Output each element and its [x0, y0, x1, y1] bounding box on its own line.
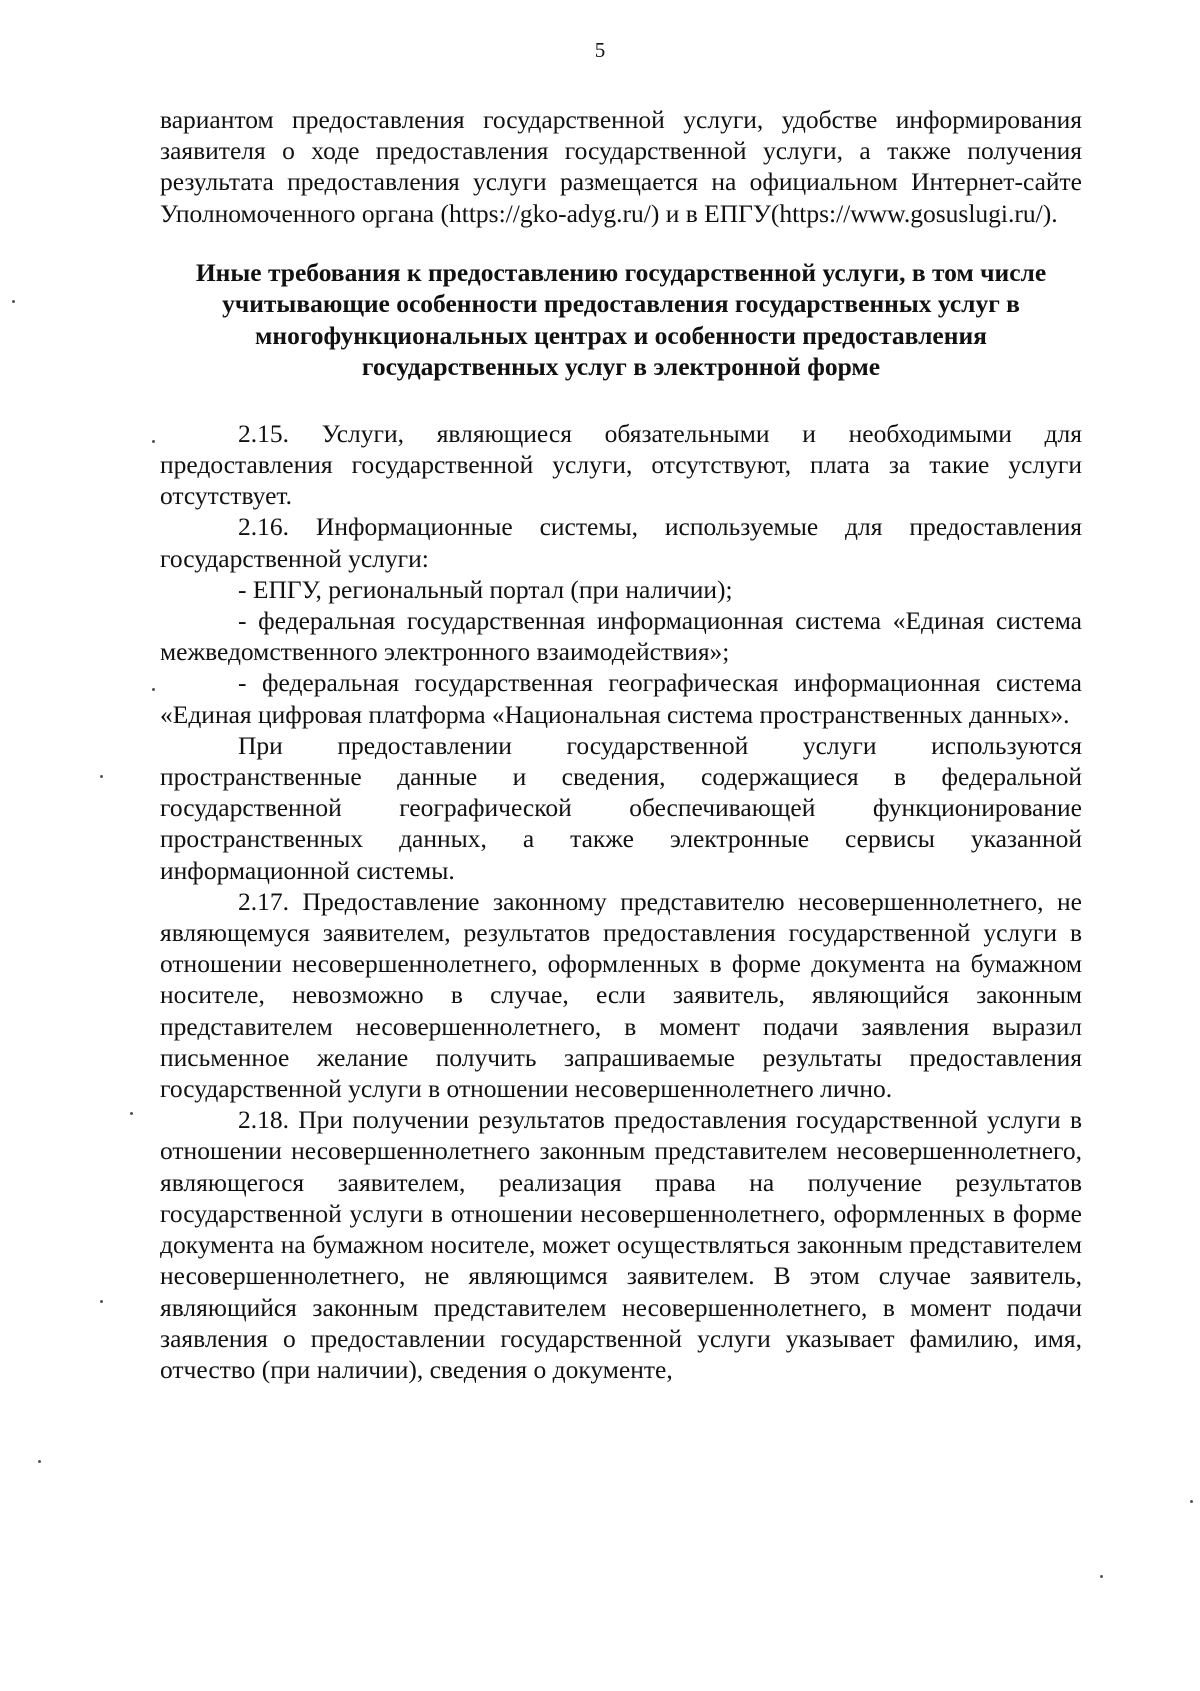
spacer: [160, 229, 1082, 257]
paragraph-2-16: 2.16. Информационные системы, используемые для предоставления государственной услуги:: [160, 512, 1082, 573]
scan-speck: [100, 1300, 103, 1303]
list-item-epgu: - ЕПГУ, региональный портал (при наличии);: [238, 574, 733, 604]
section-heading: Иные требования к предоставлению государственной услуги, в том числе учитывающие особенности предоставления государственных услуг в многофункциональных центрах и особенности предоставления государственных услуг в электронной форме: [195, 257, 1047, 382]
scan-speck: [130, 1112, 133, 1115]
spacer: [160, 383, 1082, 418]
paragraph-2-15: 2.15. Услуги, являющиеся обязательными и необходимыми для предоставления государственной услуги, отсутствуют, плата за такие услуги отсутствует.: [160, 418, 1082, 511]
scan-speck: [12, 300, 15, 303]
list-item-nspd: - федеральная государственная географическая информационная система «Единая цифровая платформа «Национальная система пространственных данных».: [160, 668, 1082, 729]
paragraph-spatial-data: При предоставлении государственной услуги используются пространственные данные и сведения, содержащиеся в федеральной государственной географической обеспечивающей функционирование пространственных данных, а также электронные сервисы указанной информационной системы.: [160, 730, 1082, 885]
paragraph-2-18: 2.18. При получении результатов предоставления государственной услуги в отношении несовершеннолетнего законным представителем несовершеннолетнего, являющегося заявителем, реализация права на получение результатов государственной услуги в отношении несовершеннолетнего, оформленных в форме документа на бумажном носителе, может осуществляться законным представителем несовершеннолетнего, не являющимся заявителем. В этом случае заявитель, являющийся законным представителем несовершеннолетнего, в момент подачи заявления о предоставлении государственной услуги указывает фамилию, имя, отчество (при наличии), сведения о документе,: [160, 1105, 1082, 1384]
list-item-smev: - федеральная государственная информационная система «Единая система межведомственного электронного взаимодействия»;: [160, 606, 1082, 667]
scan-speck: [1190, 1500, 1193, 1503]
paragraph-2-17: 2.17. Предоставление законному представителю несовершеннолетнего, не являющемуся заявителем, результатов предоставления государственной услуги в отношении несовершеннолетнего, оформленных в форме документа на бумажном носителе, невозможно в случае, если заявитель, являющийся законным представителем несовершеннолетнего, в момент подачи заявления выразил письменное желание получить запрашиваемые результаты предоставления государственной услуги в отношении несовершеннолетнего лично.: [160, 886, 1082, 1104]
scan-speck: [38, 1460, 41, 1463]
scan-speck: [152, 440, 155, 443]
page-number: 5: [594, 38, 606, 62]
document-body: [160, 104, 1082, 1385]
scan-speck: [1100, 1575, 1103, 1578]
paragraph-continuation: вариантом предоставления государственной услуги, удобстве информирования заявителя о ходе предоставления государственной услуги, а также получения результата предоставления услуги размещается на официальном Интернет-сайте Уполномоченного органа (https://gko-adyg.ru/) и в ЕПГУ(https://www.gosuslugi.ru/).: [160, 105, 1082, 228]
scan-speck: [152, 688, 155, 691]
scan-speck: [100, 775, 103, 778]
